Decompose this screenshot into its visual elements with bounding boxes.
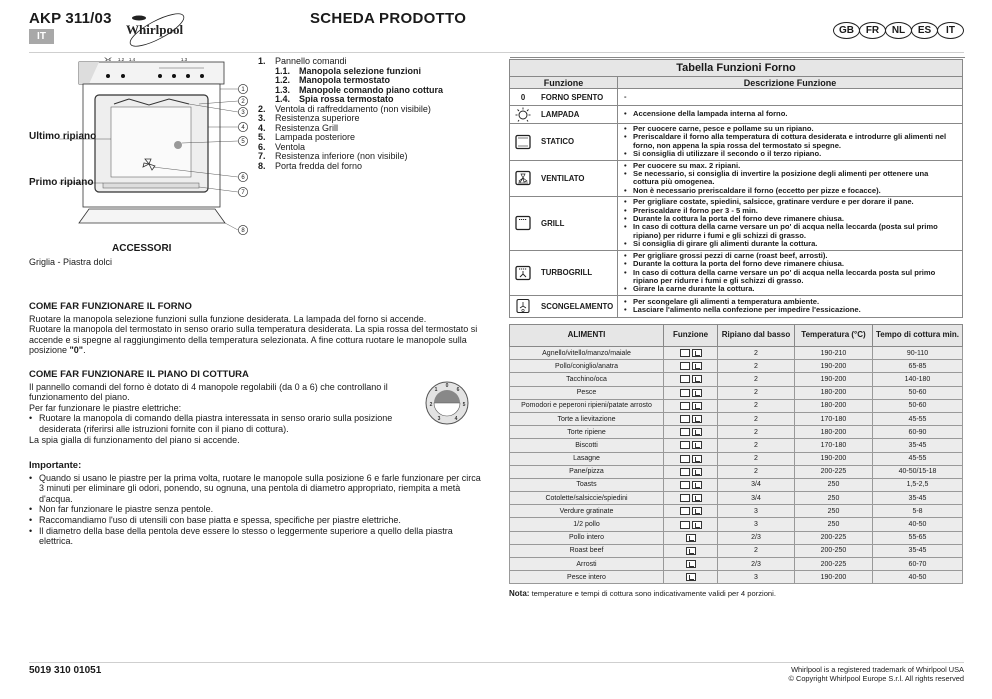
temperature: 190-200: [795, 452, 873, 465]
temperature: 200-250: [795, 544, 873, 557]
cooking-time: 45-55: [873, 452, 963, 465]
part-item: 1. Pannello comandi: [258, 56, 347, 66]
temperature: 250: [795, 492, 873, 505]
shelf: 2: [718, 412, 795, 425]
food-name: Arrosti: [510, 558, 664, 571]
food-name: Biscotti: [510, 439, 664, 452]
table-row: [510, 518, 963, 531]
table-row: [510, 531, 963, 544]
fan-icon: [692, 362, 702, 370]
bullet-item: • Ruotare la manopola di comando della piastra interessata in senso orario sulla posizione desiderata (riferirsi alle istruzioni fornite con il piano di cottura).: [29, 413, 393, 434]
lamp-icon: [514, 107, 532, 123]
product-code: 5019 310 01051: [29, 665, 102, 676]
bullet-item: • Per grigliare grossi pezzi di carne (roast beef, arrosti).: [624, 250, 828, 260]
table-row: [510, 386, 963, 399]
function-icons: [664, 426, 718, 439]
section-heading: COME FAR FUNZIONARE IL FORNO: [29, 301, 192, 312]
shelf: 2: [718, 465, 795, 478]
footer-divider: [29, 662, 964, 663]
svg-text:4: 4: [241, 125, 245, 131]
whirlpool-logo: [120, 10, 190, 50]
svg-text:4: 4: [454, 416, 458, 422]
table-note: Nota: temperature e tempi di cottura sono indicativamente validi per 4 porzioni.: [509, 589, 776, 598]
temperature: 200-225: [795, 558, 873, 571]
fan-icon: [692, 468, 702, 476]
bullet-item: • Non è necessario preriscaldare il forno (eccetto per pizze e focacce).: [624, 185, 881, 195]
food-name: Pane/pizza: [510, 465, 664, 478]
part-item: 1.2. Manopola termostato: [275, 75, 391, 85]
svg-text:1.3: 1.3: [180, 57, 188, 62]
part-item: 6. Ventola: [258, 141, 306, 152]
part-item: 5. Lampada posteriore: [258, 132, 356, 142]
page-title: SCHEDA PRODOTTO: [310, 10, 467, 27]
column-header: Temperatura (°C): [795, 325, 873, 347]
svg-text:6: 6: [241, 175, 245, 181]
temperature: 180-200: [795, 386, 873, 399]
function-icons: [664, 360, 718, 373]
turbogrill-icon: [514, 265, 532, 281]
shelf: 3: [718, 518, 795, 531]
temperature: 250: [795, 478, 873, 491]
table-row: [510, 558, 963, 571]
table-row: [510, 571, 963, 584]
turbogrill-icon: [692, 521, 702, 529]
cooking-time: 40-50: [873, 518, 963, 531]
bottom-shelf-label: Primo ripiano: [29, 177, 94, 188]
function-icons: [664, 399, 718, 412]
turbogrill-icon: [686, 573, 696, 581]
bullet-item: • Durante la cottura la porta del forno deve rimanere chiusa.: [624, 214, 844, 224]
fan-icon: [692, 389, 702, 397]
function-icons: [664, 347, 718, 360]
turbogrill-icon: [686, 560, 696, 568]
grill-icon: [680, 481, 690, 489]
table-row: TURBOGRILL • Per grigliare grossi pezzi di carne (roast beef, arrosti). • Durante la cottura la porta del forno deve rimanere chiusa. • In caso di cottura della carne versare un po' di acqua nella leccarda posta sul primo ripiano per ridurre i fumi e gli schizzi di grasso. • Girare la carne durante la cottura.: [510, 250, 963, 295]
function-icons: [664, 492, 718, 505]
bullet-item: • Per grigliare costate, spiedini, salsicce, gratinare verdure e per dorare il pane.: [624, 197, 914, 207]
food-name: Lasagne: [510, 452, 664, 465]
svg-text:6: 6: [456, 387, 460, 393]
parts-list: [258, 57, 443, 171]
bullet-item: • Lasciare l'alimento nella confezione per impedire l'essicazione.: [624, 305, 861, 315]
table-row: STATICO • Per cuocere carne, pesce e pollame su un ripiano. • Preriscaldare il forno alla temperatura di cottura desiderata e introdurre gli alimenti nel forno, non appena la spia rossa del termostato si spegne. • Si consiglia di utilizzare il secondo o il terzo ripiano.: [510, 124, 963, 161]
static-icon: [680, 428, 690, 436]
language-badge: IT: [29, 29, 54, 44]
cooking-time: 45-55: [873, 412, 963, 425]
oven-functions-table: [509, 59, 963, 318]
svg-text:8: 8: [241, 228, 245, 234]
static-icon: [680, 468, 690, 476]
function-icons: [664, 571, 718, 584]
food-name: Pesce intero: [510, 571, 664, 584]
bullet-item: • Per scongelare gli alimenti a temperatura ambiente.: [624, 296, 820, 306]
part-item: 1.3. Manopole comando piano cottura: [275, 84, 444, 95]
svg-text:1: 1: [434, 387, 438, 393]
bullet-item: • Girare la carne durante la cottura.: [624, 284, 755, 294]
static-icon: [680, 455, 690, 463]
paragraph: Il pannello comandi del forno è dotato di 4 manopole regolabili (da 0 a 6) che controllano il funzionamento del piano.: [29, 381, 388, 403]
table-row: [510, 426, 963, 439]
food-name: Pollo intero: [510, 531, 664, 544]
table-row: [510, 452, 963, 465]
shelf: 3/4: [718, 478, 795, 491]
lang-gb[interactable]: GB: [833, 22, 860, 39]
svg-text:3: 3: [437, 416, 441, 422]
table-row: [510, 478, 963, 491]
static-icon: [680, 389, 690, 397]
lang-it[interactable]: IT: [937, 22, 964, 39]
shelf: 3/4: [718, 492, 795, 505]
function-icons: [664, 452, 718, 465]
part-item: 2. Ventola di raffreddamento (non visibile): [258, 103, 431, 114]
grill-icon: [680, 521, 690, 529]
cooking-time: 40-50/15-18: [873, 465, 963, 478]
food-name: Cotolette/salsiccie/spiedini: [510, 492, 664, 505]
svg-text:2: 2: [429, 402, 433, 408]
oven-diagram: [29, 57, 259, 237]
section-heading: COME FAR FUNZIONARE IL PIANO DI COTTURA: [29, 369, 249, 380]
svg-text:1: 1: [241, 87, 245, 93]
copyright: Whirlpool is a registered trademark of Whirlpool USA © Copyright Whirlpool Europe S.r.l. All rights reserved: [788, 665, 964, 683]
food-name: Torte ripiene: [510, 426, 664, 439]
cooking-time: 55-65: [873, 531, 963, 544]
bullet-item: • Accensione della lampada interna al forno.: [624, 109, 788, 119]
svg-text:1.2: 1.2: [117, 57, 125, 62]
function-icons: [664, 558, 718, 571]
fan-icon: [692, 375, 702, 383]
oven-operation-section: [29, 302, 484, 356]
hob-operation-section: [29, 370, 424, 445]
temperature: 180-200: [795, 426, 873, 439]
temperature: 250: [795, 505, 873, 518]
cooking-time: 90-110: [873, 347, 963, 360]
column-header: Descrizione Funzione: [618, 77, 963, 89]
cooking-time: 60-70: [873, 558, 963, 571]
function-icons: [664, 373, 718, 386]
table-row: [510, 373, 963, 386]
function-icons: [664, 439, 718, 452]
shelf: 2/3: [718, 558, 795, 571]
defrost-icon: [514, 298, 532, 314]
off-zero-icon: 0: [520, 92, 526, 102]
shelf: 2: [718, 426, 795, 439]
table-row: [510, 439, 963, 452]
temperature: 200-225: [795, 465, 873, 478]
bullet-item: • Non far funzionare le piastre senza pentole.: [29, 504, 214, 515]
shelf: 3: [718, 571, 795, 584]
fan-icon: [692, 428, 702, 436]
table-row: [510, 412, 963, 425]
bullet-item: • Se necessario, si consiglia di invertire la posizione degli alimenti per ottenere una cottura più omogenea.: [624, 169, 929, 187]
column-header: Funzione: [510, 77, 618, 89]
temperature: 170-180: [795, 439, 873, 452]
function-icons: [664, 531, 718, 544]
svg-text:2: 2: [241, 99, 245, 105]
paragraph: La spia gialla di funzionamento del piano si accende.: [29, 434, 240, 445]
part-item: 8. Porta fredda del forno: [258, 160, 363, 171]
food-name: 1/2 pollo: [510, 518, 664, 531]
bullet-item: • Per cuocere su max. 2 ripiani.: [624, 160, 741, 170]
lang-es[interactable]: ES: [911, 22, 938, 39]
static-icon: [680, 402, 690, 410]
cooking-time: 35-45: [873, 544, 963, 557]
section-heading: Importante:: [29, 460, 82, 471]
table-row: SCONGELAMENTO • Per scongelare gli alimenti a temperatura ambiente. • Lasciare l'alimento nella confezione per impedire l'essicazione.: [510, 295, 963, 317]
turbogrill-icon: [686, 534, 696, 542]
cooking-time: 50-60: [873, 386, 963, 399]
top-shelf-label: Ultimo ripiano: [29, 131, 97, 142]
temperature: 250: [795, 518, 873, 531]
static-icon: [680, 441, 690, 449]
cooking-time: 65-85: [873, 360, 963, 373]
food-name: Verdure gratinate: [510, 505, 664, 518]
lang-fr[interactable]: FR: [859, 22, 886, 39]
shelf: 2: [718, 373, 795, 386]
fan-icon: [692, 441, 702, 449]
hob-knob-icon: [424, 380, 470, 426]
table-row: [510, 505, 963, 518]
function-icons: [664, 412, 718, 425]
svg-text:1.1: 1.1: [104, 57, 112, 62]
shelf: 2/3: [718, 531, 795, 544]
function-icons: [664, 465, 718, 478]
cooking-table: [509, 324, 963, 584]
bullet-item: • Si consiglia di girare gli alimenti durante la cottura.: [624, 239, 818, 249]
static-icon: [680, 362, 690, 370]
part-item: 1.4. Spia rossa termostato: [275, 94, 394, 104]
function-icons: [664, 505, 718, 518]
svg-text:1.4: 1.4: [128, 57, 136, 62]
part-item: 4. Resistenza Grill: [258, 122, 339, 133]
svg-text:3: 3: [241, 110, 245, 116]
bullet-item: • Si consiglia di utilizzare il secondo o il terzo ripiano.: [624, 149, 822, 159]
turbogrill-icon: [692, 481, 702, 489]
shelf: 2: [718, 452, 795, 465]
paragraph: Ruotare la manopola selezione funzioni sulla funzione desiderata. La lampada del forno si accende.: [29, 313, 427, 324]
table-row: [510, 492, 963, 505]
grill-icon: [680, 494, 690, 502]
accessories-title: ACCESSORI: [112, 243, 172, 254]
table-row: [510, 399, 963, 412]
column-header: Funzione: [664, 325, 718, 347]
bullet-item: • Per cuocere carne, pesce e pollame su un ripiano.: [624, 124, 814, 133]
table-row: [510, 360, 963, 373]
food-name: Agnello/vitello/manzo/maiale: [510, 347, 664, 360]
shelf: 2: [718, 399, 795, 412]
bullet-item: • Raccomandiamo l'uso di utensili con base piatta e spessa, specifiche per piastre elettriche.: [29, 514, 401, 525]
temperature: 190-200: [795, 571, 873, 584]
function-icons: [664, 478, 718, 491]
food-name: Tacchino/oca: [510, 373, 664, 386]
language-switcher: [834, 22, 964, 39]
column-header: ALIMENTI: [510, 325, 664, 347]
temperature: 180-200: [795, 399, 873, 412]
shelf: 2: [718, 347, 795, 360]
static-icon: [680, 375, 690, 383]
temperature: 200-225: [795, 531, 873, 544]
temperature: 190-210: [795, 347, 873, 360]
important-section: [29, 461, 484, 547]
column-header: Ripiano dal basso: [718, 325, 795, 347]
column-header: Tempo di cottura min.: [873, 325, 963, 347]
shelf: 2: [718, 544, 795, 557]
bullet-item: • In caso di cottura della carne versare un po' di acqua nella leccarda posta sul primo ripiano per ridurre i fumi e gli schizzi di grasso.: [624, 267, 936, 285]
bullet-item: • Durante la cottura la porta del forno deve rimanere chiusa.: [624, 259, 844, 269]
header-divider: [29, 52, 964, 53]
part-item: 7. Resistenza inferiore (non visibile): [258, 151, 408, 161]
food-name: Roast beef: [510, 544, 664, 557]
table-row: [510, 544, 963, 557]
part-item: 3. Resistenza superiore: [258, 113, 360, 123]
table-top-divider: [510, 57, 965, 58]
food-name: Toasts: [510, 478, 664, 491]
shelf: 2: [718, 360, 795, 373]
food-name: Pollo/coniglio/anatra: [510, 360, 664, 373]
shelf: 3: [718, 505, 795, 518]
fan-icon: [692, 402, 702, 410]
bullet-item: • Il diametro della base della pentola deve essere lo stesso o leggermente superiore a quello della piastra elettrica.: [29, 525, 453, 547]
svg-text:7: 7: [241, 190, 245, 196]
fan-icon: [692, 455, 702, 463]
table-row: GRILL • Per grigliare costate, spiedini, salsicce, gratinare verdure e per dorare il pane. • Preriscaldare il forno per 3 - 5 min. • Durante la cottura la porta del forno deve rimanere chiusa. • In caso di cottura della carne versare un po' di acqua nella leccarda (posta sul primo ripiano) per ridurre i fumi e gli schizzi di grasso. • Si consiglia di girare gli alimenti durante la cottura.: [510, 197, 963, 250]
paragraph: Ruotare la manopola del termostato in senso orario sulla temperatura desiderata. La spia rossa del termostato si accende e si spegne al raggiungimento della temperatura selezionata. A fine cottura ruotare le manopole sulla posizione "0".: [29, 324, 478, 356]
static-icon: [680, 349, 690, 357]
bullet-item: • Quando si usano le piastre per la prima volta, ruotare le manopole sulla posizione 6 e farle funzionare per circa 3 minuti per eliminare gli odori, ponendo, su ognuna, una pentola di diametro appropriato, riempita a metà d'acqua.: [29, 472, 481, 504]
grill-icon: [680, 507, 690, 515]
function-icons: [664, 544, 718, 557]
fan-icon: [692, 349, 702, 357]
svg-text:Whirlpool: Whirlpool: [126, 22, 184, 37]
grill-icon: [514, 215, 532, 231]
table-row: [510, 465, 963, 478]
model-number: AKP 311/03: [29, 10, 112, 27]
static-oven-icon: [514, 134, 532, 150]
part-item: 1.1. Manopola selezione funzioni: [275, 65, 422, 76]
cooking-time: 40-50: [873, 571, 963, 584]
fan-icon: [692, 415, 702, 423]
temperature: 190-200: [795, 360, 873, 373]
lang-nl[interactable]: NL: [885, 22, 912, 39]
turbogrill-icon: [686, 547, 696, 555]
cooking-time: 1,5-2,5: [873, 478, 963, 491]
food-name: Torte a lievitazione: [510, 412, 664, 425]
cooking-time: 5-8: [873, 505, 963, 518]
function-icons: [664, 518, 718, 531]
bullet-item: • Preriscaldare il forno alla temperatura di cottura desiderata e introdurre gli alimenti nel forno, non appena la spia rossa del termostato si spegne.: [624, 132, 947, 150]
static-icon: [680, 415, 690, 423]
cooking-time: 50-60: [873, 399, 963, 412]
bullet-item: • Preriscaldare il forno per 3 - 5 min.: [624, 205, 758, 215]
cooking-time: 35-45: [873, 492, 963, 505]
temperature: 170-180: [795, 412, 873, 425]
svg-text:5: 5: [462, 402, 466, 408]
cooking-time: 60-90: [873, 426, 963, 439]
turbogrill-icon: [692, 494, 702, 502]
bullet-item: • In caso di cottura della carne versare un po' di acqua nella leccarda (posta sul primo ripiano) per ridurre i fumi e gli schizzi di grasso.: [624, 222, 938, 240]
temperature: 190-200: [795, 373, 873, 386]
shelf: 2: [718, 386, 795, 399]
fan-oven-icon: [514, 170, 532, 186]
accessories-text: Griglia - Piastra dolci: [29, 257, 113, 267]
shelf: 2: [718, 439, 795, 452]
food-name: Pesce: [510, 386, 664, 399]
function-icons: [664, 386, 718, 399]
table-row: VENTILATO • Per cuocere su max. 2 ripiani. • Se necessario, si consiglia di invertire la posizione degli alimenti per ottenere una cottura più omogenea. • Non è necessario preriscaldare il forno (eccetto per pizze e focacce).: [510, 160, 963, 197]
table-row: 0 FORNO SPENTO -: [510, 89, 963, 106]
svg-text:0: 0: [445, 383, 449, 389]
turbogrill-icon: [692, 507, 702, 515]
svg-text:5: 5: [241, 139, 245, 145]
cooking-time: 140-180: [873, 373, 963, 386]
cooking-time: 35-45: [873, 439, 963, 452]
table-title: Tabella Funzioni Forno: [510, 60, 963, 77]
paragraph: Per far funzionare le piastre elettriche:: [29, 402, 182, 413]
table-row: LAMPADA • Accensione della lampada interna al forno.: [510, 106, 963, 124]
food-name: Pomodori e peperoni ripieni/patate arrosto: [510, 399, 664, 412]
table-row: [510, 347, 963, 360]
